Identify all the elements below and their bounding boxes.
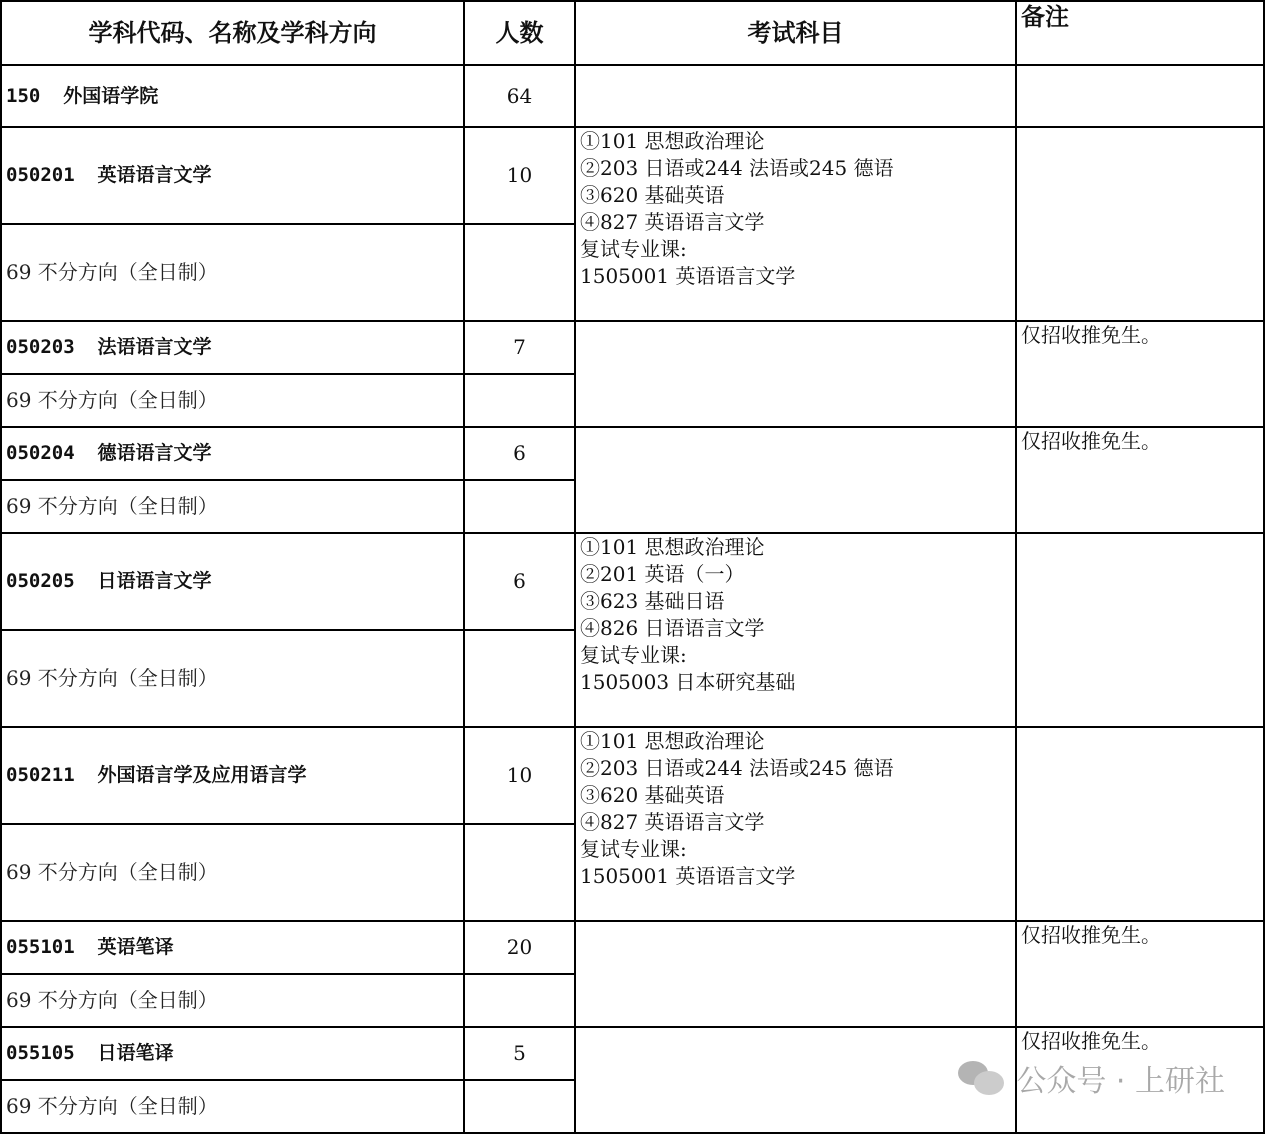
major-count: 10	[464, 127, 575, 224]
major-exam	[575, 127, 1016, 321]
watermark-text: 公众号 · 上研社	[1016, 1064, 1225, 1099]
exam-line: ③620 基础英语	[580, 183, 725, 207]
exam-line: ①101 思想政治理论	[580, 535, 765, 559]
major-code: 050204	[6, 442, 75, 464]
major-name: 英语笔译	[97, 936, 174, 958]
direction-cell: 69 不分方向（全日制）	[1, 630, 464, 727]
major-row	[1, 727, 1264, 824]
major-cell	[1, 533, 464, 630]
major-row	[1, 533, 1264, 630]
exam-line: 复试专业课:	[580, 237, 687, 261]
major-count: 10	[464, 727, 575, 824]
major-row	[1, 321, 1264, 374]
direction-cell: 69 不分方向（全日制）	[1, 974, 464, 1027]
major-note	[1016, 727, 1264, 921]
direction-cell: 69 不分方向（全日制）	[1, 374, 464, 427]
wechat-icon	[958, 1059, 1006, 1097]
major-cell	[1, 921, 464, 974]
major-cell	[1, 127, 464, 224]
direction-cell: 69 不分方向（全日制）	[1, 480, 464, 533]
major-name: 日语语言文学	[97, 570, 212, 592]
major-note: 仅招收推免生。	[1016, 1027, 1264, 1133]
major-count: 5	[464, 1027, 575, 1080]
exam-line: 1505001 英语语言文学	[580, 864, 796, 888]
school-code: 150	[6, 84, 41, 107]
major-name: 英语语言文学	[97, 164, 212, 186]
major-note: 仅招收推免生。	[1016, 321, 1264, 427]
exam-line: ③623 基础日语	[580, 589, 725, 613]
major-cell	[1, 321, 464, 374]
direction-cell: 69 不分方向（全日制）	[1, 824, 464, 921]
major-count: 7	[464, 321, 575, 374]
direction-count	[464, 824, 575, 921]
major-note: 仅招收推免生。	[1016, 921, 1264, 1027]
major-note: 仅招收推免生。	[1016, 427, 1264, 533]
major-exam	[575, 321, 1016, 427]
school-count: 64	[464, 65, 575, 127]
direction-count	[464, 974, 575, 1027]
major-count: 20	[464, 921, 575, 974]
major-note	[1016, 533, 1264, 727]
exam-line: 1505001 英语语言文学	[580, 264, 796, 288]
direction-count	[464, 480, 575, 533]
direction-cell: 69 不分方向（全日制）	[1, 1080, 464, 1133]
major-note	[1016, 127, 1264, 321]
header-exam: 考试科目	[575, 1, 1016, 65]
major-row	[1, 921, 1264, 974]
school-row	[1, 65, 1264, 127]
exam-line: 复试专业课:	[580, 643, 687, 667]
major-exam	[575, 1027, 1016, 1133]
major-name: 日语笔译	[97, 1042, 174, 1064]
major-code: 050211	[6, 764, 75, 786]
header-note: 备注	[1016, 1, 1264, 65]
watermark	[958, 1056, 1225, 1100]
header-subject: 学科代码、名称及学科方向	[1, 1, 464, 65]
major-name: 外国语言学及应用语言学	[97, 764, 307, 786]
major-cell	[1, 727, 464, 824]
exam-line: 复试专业课:	[580, 837, 687, 861]
school-note	[1016, 65, 1264, 127]
major-cell	[1, 427, 464, 480]
major-row	[1, 127, 1264, 224]
exam-line: ④827 英语语言文学	[580, 210, 765, 234]
major-code: 055101	[6, 936, 75, 958]
direction-count	[464, 374, 575, 427]
header-row	[1, 1, 1264, 65]
exam-line: 1505003 日本研究基础	[580, 670, 796, 694]
major-code: 050201	[6, 164, 75, 186]
major-count: 6	[464, 427, 575, 480]
header-count: 人数	[464, 1, 575, 65]
major-code: 055105	[6, 1042, 75, 1064]
major-exam	[575, 727, 1016, 921]
major-name: 德语语言文学	[97, 442, 212, 464]
school-cell	[1, 65, 464, 127]
direction-count	[464, 224, 575, 321]
major-cell	[1, 1027, 464, 1080]
exam-line: ②201 英语（一）	[580, 562, 745, 586]
exam-line: ④827 英语语言文学	[580, 810, 765, 834]
direction-count	[464, 630, 575, 727]
exam-line: ①101 思想政治理论	[580, 129, 765, 153]
school-name: 外国语学院	[63, 84, 159, 107]
major-exam	[575, 427, 1016, 533]
direction-count	[464, 1080, 575, 1133]
exam-line: ②203 日语或244 法语或245 德语	[580, 756, 894, 780]
exam-line: ④826 日语语言文学	[580, 616, 765, 640]
direction-cell: 69 不分方向（全日制）	[1, 224, 464, 321]
exam-line: ②203 日语或244 法语或245 德语	[580, 156, 894, 180]
major-exam	[575, 921, 1016, 1027]
major-code: 050203	[6, 336, 75, 358]
major-count: 6	[464, 533, 575, 630]
exam-line: ③620 基础英语	[580, 783, 725, 807]
exam-line: ①101 思想政治理论	[580, 729, 765, 753]
major-exam	[575, 533, 1016, 727]
major-name: 法语语言文学	[97, 336, 212, 358]
school-exam	[575, 65, 1016, 127]
major-row	[1, 427, 1264, 480]
major-code: 050205	[6, 570, 75, 592]
